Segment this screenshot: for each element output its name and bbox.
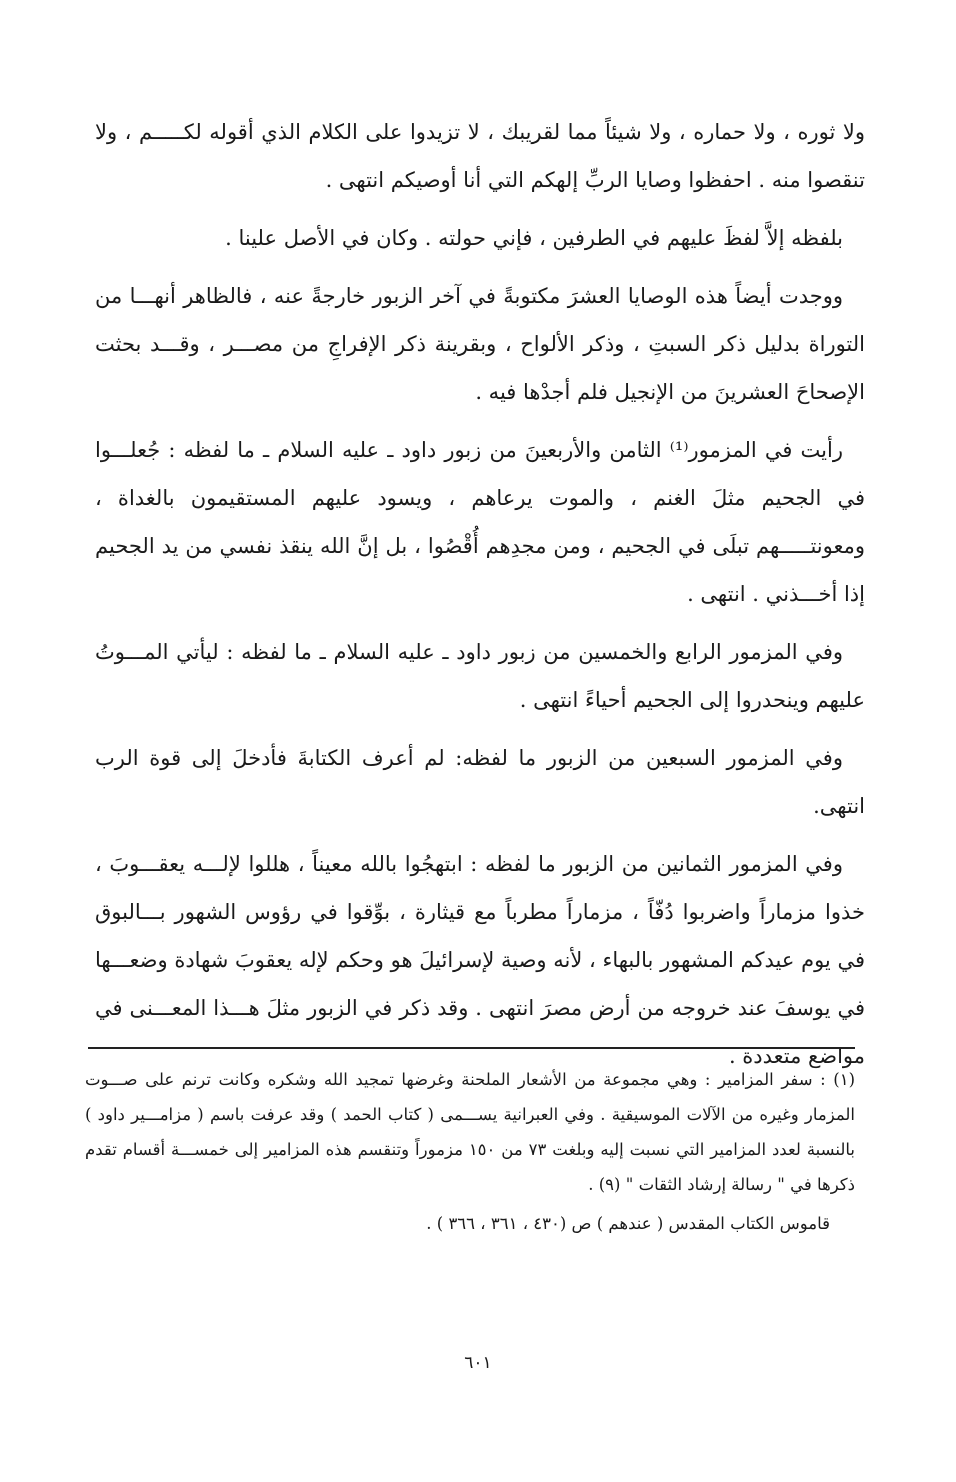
footnotes [85, 1062, 855, 1245]
paragraph-psalm-48: رأيت في المزمور⁽¹⁾ الثامن والأربعينَ من زبور داود ـ عليه السلام ـ ما لفظه : جُعلـــوا في الجحيم مثلَ الغنم ، والموت يرعاهم ، ويسود عليهم المستقيمون بالغداة ، ومعونتـــــهم تبلَى في الجحيم ، ومن مجدِهم أُقْصُوا ، بل إنَّ الله ينقذ نفسي من يد الجحيم إذا أخـــذني . انتهى . [95, 438, 865, 606]
paragraph-psalm-54: وفي المزمور الرابع والخمسين من زبور داود ـ عليه السلام ـ ما لفظه : ليأتي المـــوتُ عليهم وينحدروا إلى الجحيم أحياءً انتهى . [95, 640, 865, 712]
footnote-psalms: (١) : سفر المزامير : وهي مجموعة من الأشعار الملحنة وغرضها تمجيد الله وشكره وكانت ترنم على صـــوت المزمار وغيره من الآلات الموسيقية . وفي العبرانية يســـمى ( كتاب الحمد ) وقد عرفت باسم ( مزامـــير داود ) بالنسبة لعدد المزامير التي نسبت إليه وبلغت ٧٣ من ١٥٠ مزموراً وتنقسم هذه المزامير إلى خمســـة أقسام تقدم ذكرها في " رسالة إرشاد الثقات " (٩) . [85, 1070, 856, 1194]
paragraph-wording-note: بلفظه إلاَّ لفظَ عليهم في الطرفين ، فإني حولته . وكان في الأصل علينا . [225, 226, 843, 250]
paragraph-ten-commandments: ووجدت أيضاً هذه الوصايا العشرَ مكتوبةً في آخر الزبور خارجةً عنه ، فالظاهر أنهـــا من التوراة بدليل ذكر السبتِ ، وذكر الألواح ، وبقرينة ذكر الإفراجِ من مصـــر ، وقـــد بحثت الإصحاحَ العشرينَ من الإنجيل فلم أجدْها فيه . [95, 284, 865, 404]
page-number: ٦٠١ [464, 1353, 492, 1373]
paragraph-commandments-end: ولا ثوره ، ولا حماره ، ولا شيئاً مما لقريبك ، لا تزيدوا على الكلام الذي أقوله لكـــــم ، ولا تنقصوا منه . احفظوا وصايا الربِّ إلهكم التي أنا أوصيكم انتهى . [95, 120, 865, 192]
paragraph-psalm-80: وفي المزمور الثمانين من الزبور ما لفظه : ابتهجُوا بالله معيناً ، هللوا لإلـــه يعقـــوبَ ، خذوا مزماراً واضربوا دُفّاً ، مزماراً مطرباً مع قيثارة ، بوِّقوا في رؤوس الشهور بـــالبوق في يوم عيدكم المشهور بالبهاء ، لأنه وصية لإسرائيلَ هو وحكم لإله يعقوبَ شهادة وضعـــها في يوسفَ عند خروجه من أرض مصرَ انتهى . وقد ذكر في الزبور مثلَ هـــذا المعـــنى في مواضع متعددة . [95, 852, 865, 1068]
paragraph-psalm-70: وفي المزمور السبعين من الزبور ما لفظه: لم أعرف الكتابةَ فأدخلَ إلى قوة الرب انتهى. [95, 746, 865, 818]
main-text-body [95, 108, 865, 1090]
footnote-separator [88, 1047, 855, 1049]
footnote-reference: قاموس الكتاب المقدس ( عندهم ) ص (٤٣٠ ، ٣٦١ ، ٣٦٦ ) . [426, 1214, 830, 1233]
